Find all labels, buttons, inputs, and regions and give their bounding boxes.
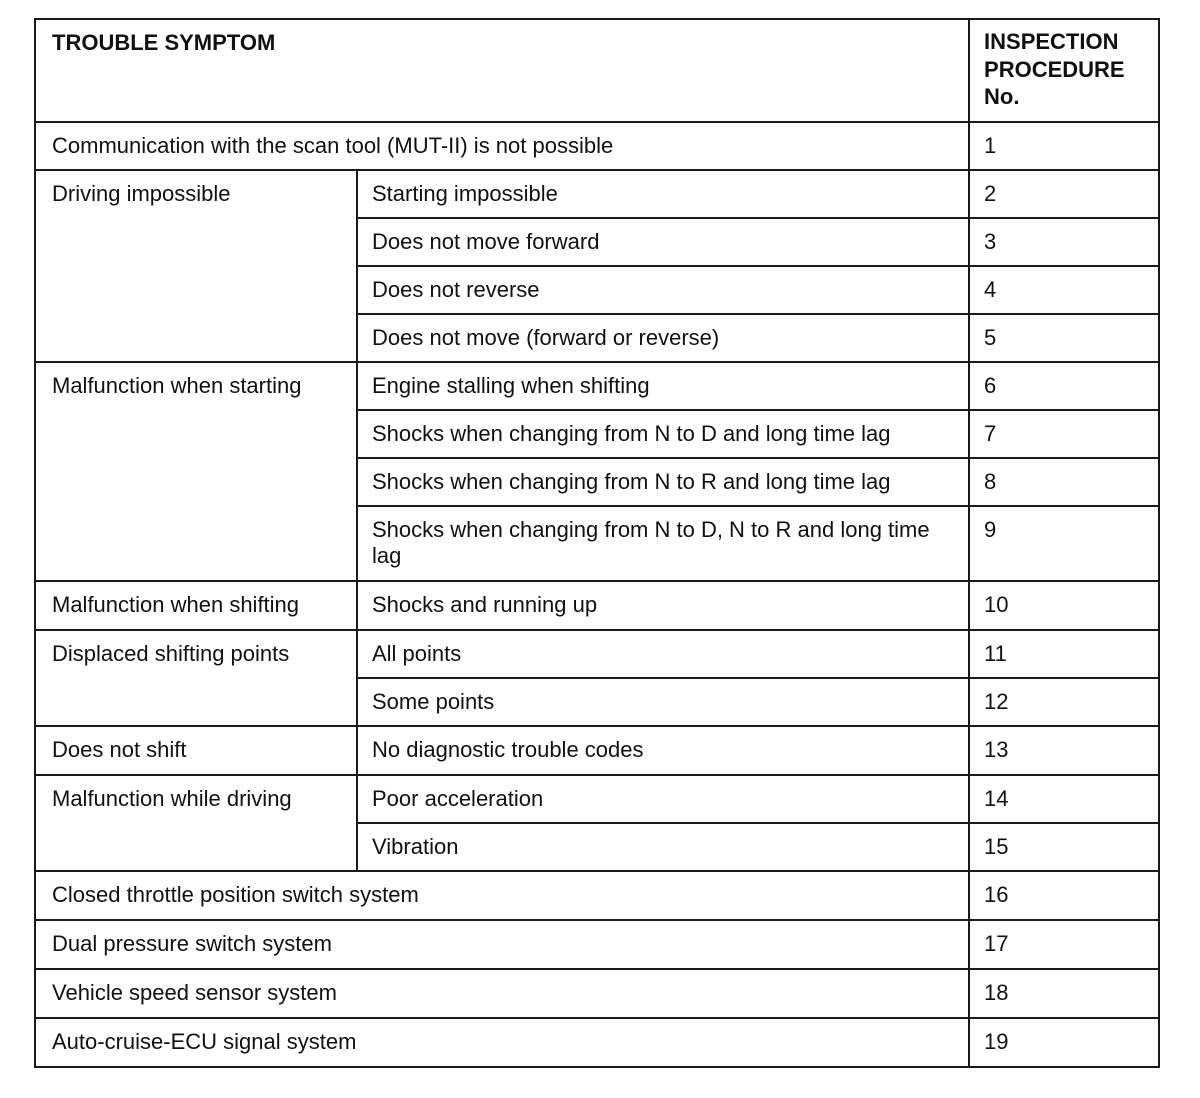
detail-cell: Shocks when changing from N to R and long time lag	[357, 458, 969, 506]
procedure-no-cell: 19	[969, 1018, 1159, 1067]
procedure-no-cell: 14	[969, 775, 1159, 823]
detail-cell: All points	[357, 630, 969, 678]
header-row	[35, 19, 1159, 122]
header-procedure-line3: No.	[984, 84, 1020, 109]
table-row	[35, 871, 1159, 920]
detail-cell: Starting impossible	[357, 170, 969, 218]
category-cell: Displaced shifting points	[35, 630, 357, 726]
procedure-no-cell: 2	[969, 170, 1159, 218]
table-row	[35, 1018, 1159, 1067]
detail-cell: Engine stalling when shifting	[357, 362, 969, 410]
table-row	[35, 170, 1159, 218]
detail-cell: Does not move forward	[357, 218, 969, 266]
procedure-no-cell: 3	[969, 218, 1159, 266]
procedure-no-cell: 16	[969, 871, 1159, 920]
symptom-cell: Dual pressure switch system	[35, 920, 969, 969]
table-row	[35, 920, 1159, 969]
detail-cell: Vibration	[357, 823, 969, 871]
symptom-cell: Closed throttle position switch system	[35, 871, 969, 920]
procedure-no-cell: 8	[969, 458, 1159, 506]
symptom-cell: Communication with the scan tool (MUT-II) is not possible	[35, 122, 969, 170]
header-procedure-line2: PROCEDURE	[984, 56, 1125, 82]
procedure-no-cell: 6	[969, 362, 1159, 410]
procedure-no-cell: 10	[969, 581, 1159, 630]
category-cell: Malfunction when shifting	[35, 581, 357, 630]
table-row	[35, 581, 1159, 630]
detail-cell: No diagnostic trouble codes	[357, 726, 969, 775]
table-row	[35, 969, 1159, 1018]
procedure-no-cell: 4	[969, 266, 1159, 314]
procedure-no-cell: 17	[969, 920, 1159, 969]
detail-cell: Shocks when changing from N to D and long time lag	[357, 410, 969, 458]
table-row	[35, 775, 1159, 823]
procedure-no-cell: 9	[969, 506, 1159, 581]
header-trouble-symptom: TROUBLE SYMPTOM	[35, 19, 969, 122]
symptom-cell: Vehicle speed sensor system	[35, 969, 969, 1018]
trouble-symptom-table	[34, 18, 1160, 1068]
detail-cell: Poor acceleration	[357, 775, 969, 823]
detail-cell: Some points	[357, 678, 969, 726]
detail-cell: Shocks and running up	[357, 581, 969, 630]
procedure-no-cell: 15	[969, 823, 1159, 871]
procedure-no-cell: 1	[969, 122, 1159, 170]
procedure-no-cell: 18	[969, 969, 1159, 1018]
category-cell: Does not shift	[35, 726, 357, 775]
category-cell: Malfunction when starting	[35, 362, 357, 581]
header-procedure-line1: INSPECTION	[984, 29, 1119, 54]
table-row	[35, 726, 1159, 775]
detail-cell: Does not reverse	[357, 266, 969, 314]
procedure-no-cell: 5	[969, 314, 1159, 362]
procedure-no-cell: 12	[969, 678, 1159, 726]
detail-cell: Shocks when changing from N to D, N to R and long time lag	[357, 506, 969, 581]
procedure-no-cell: 11	[969, 630, 1159, 678]
category-cell: Driving impossible	[35, 170, 357, 362]
detail-cell: Does not move (forward or reverse)	[357, 314, 969, 362]
procedure-no-cell: 13	[969, 726, 1159, 775]
table-row	[35, 630, 1159, 678]
procedure-no-cell: 7	[969, 410, 1159, 458]
table-row	[35, 122, 1159, 170]
category-cell: Malfunction while driving	[35, 775, 357, 871]
header-inspection-procedure-no	[969, 19, 1159, 122]
table-row	[35, 362, 1159, 410]
symptom-cell: Auto-cruise-ECU signal system	[35, 1018, 969, 1067]
